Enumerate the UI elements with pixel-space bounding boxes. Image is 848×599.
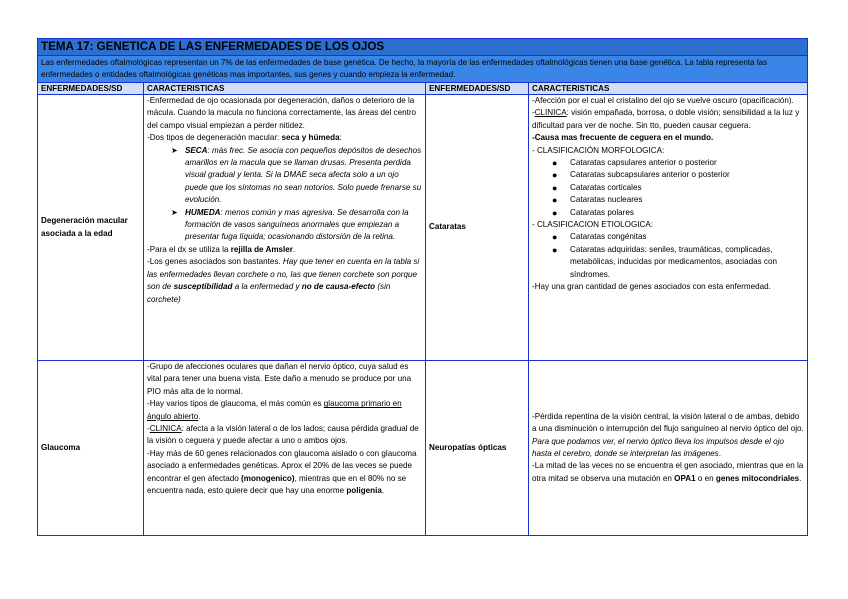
glaucoma-definition: -Grupo de afecciones oculares que dañan el nervio óptico, cuya salud es vital para tener una buena vista. Este daño a menudo se produce por una PIO más alta de lo normal. [147,362,412,396]
glaucoma-types [147,398,422,423]
text: -Hay varios tipos de glaucoma, el más común es [147,399,324,409]
cataratas-morfo-heading: - CLASIFICACIÓN MORFOLOGICA: [532,145,665,155]
text: -Para el dx se utiliza la [147,244,231,254]
text: o en [695,473,716,483]
genetics-table [37,38,808,536]
cataratas-etio-heading: - CLASIFICACION ETIOLOGICA: [532,220,653,230]
text-bold: (monogenico) [241,473,295,483]
text-bold-italic: susceptibilidad [173,282,233,292]
list-item [552,194,804,206]
list-item [552,207,804,219]
intro-text: Las enfermedades oftalmológicas representan un 7% de las enfermedades de base genética. De hecho, la mayoría de las enfermedades oftalmológicas tienen una base genética. La tabla representa las enfermedades o entidades oftalmológicas genéticas mas importantes, sus genes y cuando empieza la enfermedad. [38,56,808,83]
text-italic: Para que podamos ver, el nervio óptico lleva los impulsos desde el ojo hasta el cerebro, donde se interpretan las imágenes [532,436,784,458]
glaucoma-genes [147,448,422,498]
glaucoma-characteristics [144,361,426,536]
text-bold: rejilla de Amsler [230,244,293,254]
list-item-text: Cataratas corticales [570,182,642,192]
bullet-icon: ● [552,158,558,169]
dmae-types [147,132,422,144]
text-underline: CLINICA [149,424,182,434]
disease-name-cataratas: Cataratas [426,95,529,361]
dmae-seca [173,145,422,207]
text: - [147,424,150,434]
text: -Pérdida repentina de la visión central, la visión lateral o de ambas, debido a una disminución o interrupción del flujo sanguíneo al nervio óptico del ojo. [532,411,804,434]
list-item [552,231,804,243]
list-item [552,244,804,281]
neuropatias-genes [532,460,804,485]
text: -Hay más de 60 genes relacionados con glaucoma aislado o con glaucoma asociado a enfermedades genéticas. Aprox el 20% de las veces se puede encontrar el gen afectado [147,448,417,483]
document-title: TEMA 17: GENETICA DE LAS ENFERMEDADES DE LOS OJOS [38,39,808,56]
dmae-diagnosis [147,244,422,256]
text: : visión empañada, borrosa, o doble visión; sensibilidad a la luz y dificultad para ver de noche. Sin tto, pueden causar ceguera. [532,108,800,130]
dmae-definition: -Enfermedad de ojo ocasionada por degeneración, daños o deterioro de la mácula. Cuando la macula no funciona correctamente, las áreas del centro del campo visual empiezan a perder nitidez. [147,96,417,130]
text: -Dos tipos de degeneración macular: [147,133,282,143]
text-bold: genes mitocondriales [715,473,800,483]
text-italic: (sin corchete) [147,282,391,304]
list-item-text: Cataratas nucleares [570,195,643,205]
header-enfermedades-2: ENFERMEDADES/SD [426,83,529,95]
text-bold-italic: no de causa-efecto [301,282,376,292]
title-row [38,39,808,56]
text: . [381,486,385,496]
text: . [799,473,802,483]
list-item-text: Cataratas capsulares anterior o posterior [570,158,717,168]
bullet-icon: ● [552,195,558,206]
bullet-icon: ● [552,232,558,243]
seca-label: SECA [185,145,208,155]
header-enfermedades-1: ENFERMEDADES/SD [38,83,144,95]
text: . [198,411,201,421]
list-item-text: Cataratas polares [570,207,634,217]
cataratas-genes: -Hay una gran cantidad de genes asociados con esta enfermedad. [532,282,771,292]
disease-name-glaucoma: Glaucoma [38,361,144,536]
header-caracteristicas-2: CARACTERISTICAS [529,83,808,95]
list-item-text: Cataratas subcapsulares anterior o posterior [570,170,730,180]
text: : [339,133,342,143]
text: , mientras que en el 80% no se encuentra nada, esto quiere decir que hay una enorme [147,473,407,496]
disease-name-dmae: Degeneración macular asociada a la edad [38,95,144,361]
header-caracteristicas-1: CARACTERISTICAS [144,83,426,95]
table-row [38,361,808,536]
text: -La mitad de las veces no se encuentra el gen asociado, mientras que en la otra mitad se observa una mutación en [532,461,804,483]
dmae-characteristics [144,95,426,361]
bullet-icon: ● [552,170,558,181]
header-row [38,83,808,95]
list-item-text: Cataratas adquiridas: seniles, traumáticas, complicadas, metabólicas, inducidas por medicamentos, asociadas con síndromes. [570,244,777,279]
dmae-humeda [173,207,422,244]
list-item [552,182,804,194]
humeda-label: HUMEDA [185,207,221,217]
cataratas-characteristics [529,95,808,361]
arrow-bullet-icon: ➤ [171,207,178,217]
text-bold: poligenia [346,486,382,496]
cataratas-clinica [532,107,804,132]
disease-name-neuropatias: Neuropatías ópticas [426,361,529,536]
table-row [38,95,808,361]
intro-row [38,56,808,83]
neuropatias-characteristics [529,361,808,536]
text: -Los genes asociados son bastantes. [147,257,283,267]
text-italic: a la enfermedad y [232,282,302,292]
seca-text: : más frec. Se asocia con pequeños depósitos de desechos amarillos en la macula que se llaman drusas. Presenta perdida visual gradual y lenta. Si la DMAE seca afecta solo a un ojo puede que los síntomas no sean notorios. Solo puede frenarse su evolución. [185,145,422,205]
text: . [292,244,296,254]
arrow-bullet-icon: ➤ [171,145,178,155]
list-item-text: Cataratas congénitas [570,232,647,242]
text-underline: glaucoma primario en ángulo abierto [147,399,402,421]
text: . [718,449,721,458]
text-underline: CLINICA [534,108,567,118]
text-bold: OPA1 [674,473,696,483]
list-item [552,157,804,169]
document-page [37,38,807,536]
text-italic: Hay que tener en cuenta en la tabla si las enfermedades llevan corchete o no, las que tienen corchete son porque son de [147,257,420,292]
list-item [552,169,804,181]
humeda-text: : menos común y mas agresiva. Se desarrolla con la formación de vasos sanguíneos anormales que empiezan a presentar fuga líquida; ocasionando distorsión de la retina. [185,207,409,242]
cataratas-causa: -Causa mas frecuente de ceguera en el mundo. [532,133,714,143]
text-bold: seca y húmeda [281,133,340,143]
glaucoma-clinica [147,423,422,448]
bullet-icon: ● [552,207,558,218]
text: : afecta a la visión lateral o de los lados; causa pérdida gradual de la visión o ceguera y puede afectar a uno o ambos ojos. [147,424,419,446]
dmae-genes [147,256,422,306]
cataratas-definition: -Afección por el cual el cristalino del ojo se vuelve oscuro (opacificación). [532,96,794,105]
bullet-icon: ● [552,182,558,193]
text: - [532,108,535,118]
bullet-icon: ● [552,244,558,255]
neuropatias-definition [532,411,804,461]
